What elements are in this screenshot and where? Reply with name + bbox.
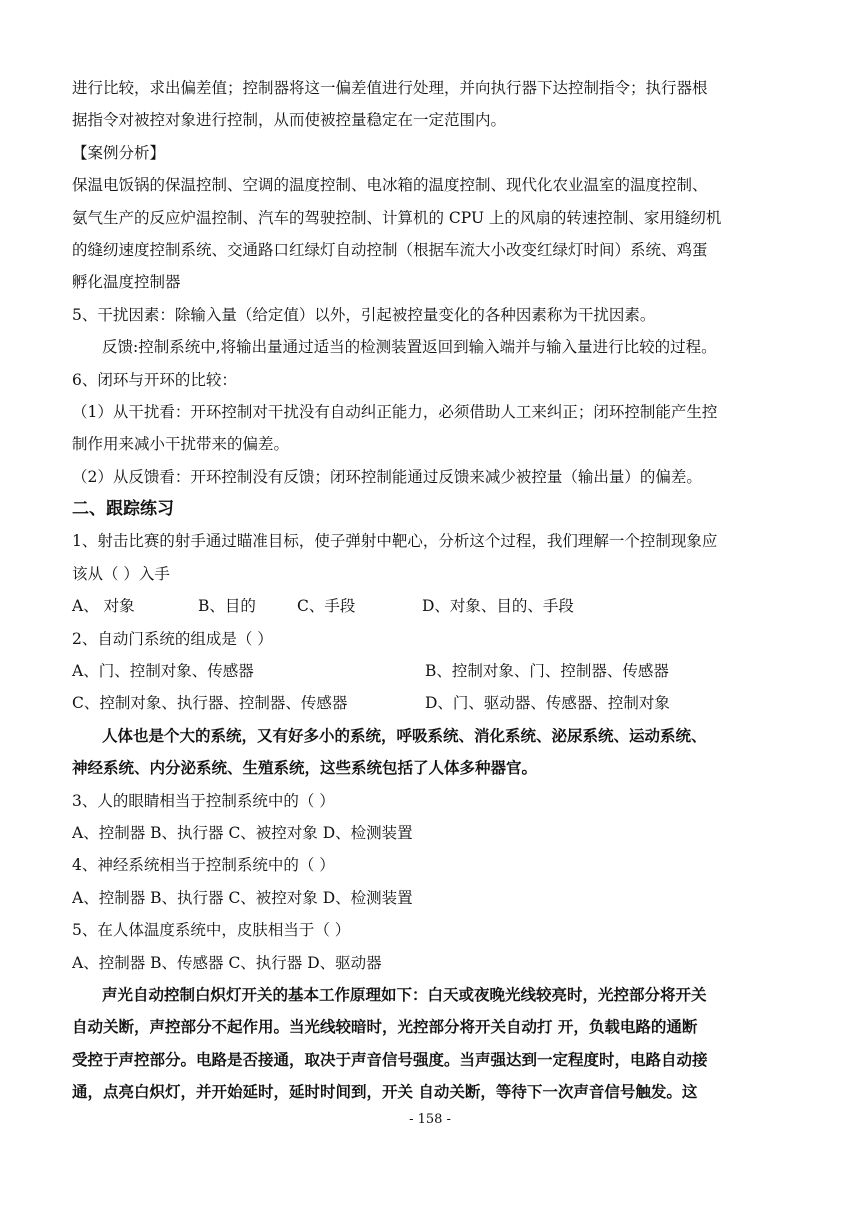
text-line: 据指令对被控对象进行控制，从而使被控量稳定在一定范围内。 — [72, 111, 507, 130]
question-5-stem: 5、在人体温度系统中，皮肤相当于（ ） — [72, 921, 351, 940]
option-d: D、对象、目的、手段 — [422, 597, 574, 616]
section-heading: 二、跟踪练习 — [72, 499, 174, 520]
item-6-point: （1）从干扰看：开环控制对干扰没有自动纠正能力，必须借助人工来纠正；闭环控制能产生控 — [72, 402, 718, 421]
question-1-options — [72, 590, 798, 622]
question-2-options-row — [72, 655, 798, 687]
option-c: C、手段 — [297, 597, 356, 616]
page-number: - 158 - — [409, 1112, 451, 1127]
case-heading: 【案例分析】 — [72, 143, 166, 162]
sound-light-paragraph: 声光自动控制白炽灯开关的基本工作原理如下：白天或夜晚光线较亮时，光控部分将开关 — [102, 984, 707, 1004]
item-5: 5、干扰因素：除输入量（给定值）以外，引起被控量变化的各种因素称为干扰因素。 — [72, 305, 656, 324]
human-system-paragraph: 人体也是个大的系统，又有好多小的系统，呼吸系统、消化系统、泌尿系统、运动系统、 — [102, 725, 707, 745]
question-3-stem: 3、人的眼睛相当于控制系统中的（ ） — [72, 791, 335, 810]
human-system-paragraph: 神经系统、内分泌系统、生殖系统，这些系统包括了人体多种器官。 — [72, 758, 538, 778]
option-b: B、控制对象、门、控制器、传感器 — [425, 662, 669, 681]
question-3-options: A、控制器 B、执行器 C、被控对象 D、检测装置 — [72, 823, 413, 842]
question-4-options: A、控制器 B、执行器 C、被控对象 D、检测装置 — [72, 888, 413, 907]
option-d: D、门、驱动器、传感器、控制对象 — [425, 694, 670, 713]
question-4-stem: 4、神经系统相当于控制系统中的（ ） — [72, 856, 335, 875]
question-2-stem: 2、自动门系统的组成是（ ） — [72, 629, 273, 648]
document-page — [72, 72, 798, 1109]
question-5-options: A、控制器 B、传感器 C、执行器 D、驱动器 — [72, 953, 382, 972]
sound-light-paragraph: 通，点亮白炽灯，并开始延时，延时时间到，开关 自动关断，等待下一次声音信号触发。这 — [72, 1082, 698, 1102]
case-line: 的缝纫速度控制系统、交通路口红绿灯自动控制（根据车流大小改变红绿灯时间）系统、鸡蛋 — [72, 240, 708, 259]
option-a: A、门、控制对象、传感器 — [72, 662, 254, 681]
text-line: 进行比较，求出偏差值；控制器将这一偏差值进行处理，并向执行器下达控制指令；执行器根 — [72, 79, 708, 97]
option-b: B、目的 — [198, 597, 256, 616]
option-a: A、 对象 — [72, 597, 135, 616]
case-line: 孵化温度控制器 — [72, 273, 181, 292]
feedback-definition: 反馈:控制系统中,将输出量通过适当的检测装置返回到输入端并与输入量进行比较的过程。 — [102, 338, 717, 357]
item-6-point: 制作用来减小干扰带来的偏差。 — [72, 435, 290, 454]
case-line: 保温电饭锅的保温控制、空调的温度控制、电冰箱的温度控制、现代化农业温室的温度控制、 — [72, 176, 708, 195]
item-6-heading: 6、闭环与开环的比较： — [72, 370, 237, 389]
question-2-options-row — [72, 687, 798, 719]
sound-light-paragraph: 受控于声控部分。电路是否接通，取决于声音信号强度。当声强达到一定程度时，电路自动接 — [72, 1049, 708, 1069]
question-1-stem: 该从（ ）入手 — [72, 564, 170, 583]
sound-light-paragraph: 自动关断，声控部分不起作用。当光线较暗时，光控部分将开关自动打 开，负载电路的通断 — [72, 1017, 698, 1037]
option-c: C、控制对象、执行器、控制器、传感器 — [72, 694, 348, 713]
case-line: 氨气生产的反应炉温控制、汽车的驾驶控制、计算机的 CPU 上的风扇的转速控制、家用缝纫机 — [72, 208, 722, 227]
item-6-point: （2）从反馈看：开环控制没有反馈；闭环控制能通过反馈来减少被控量（输出量）的偏差。 — [72, 467, 702, 486]
question-1-stem: 1、射击比赛的射手通过瞄准目标，使子弹射中靶心，分析这个过程，我们理解一个控制现象应 — [72, 532, 718, 551]
